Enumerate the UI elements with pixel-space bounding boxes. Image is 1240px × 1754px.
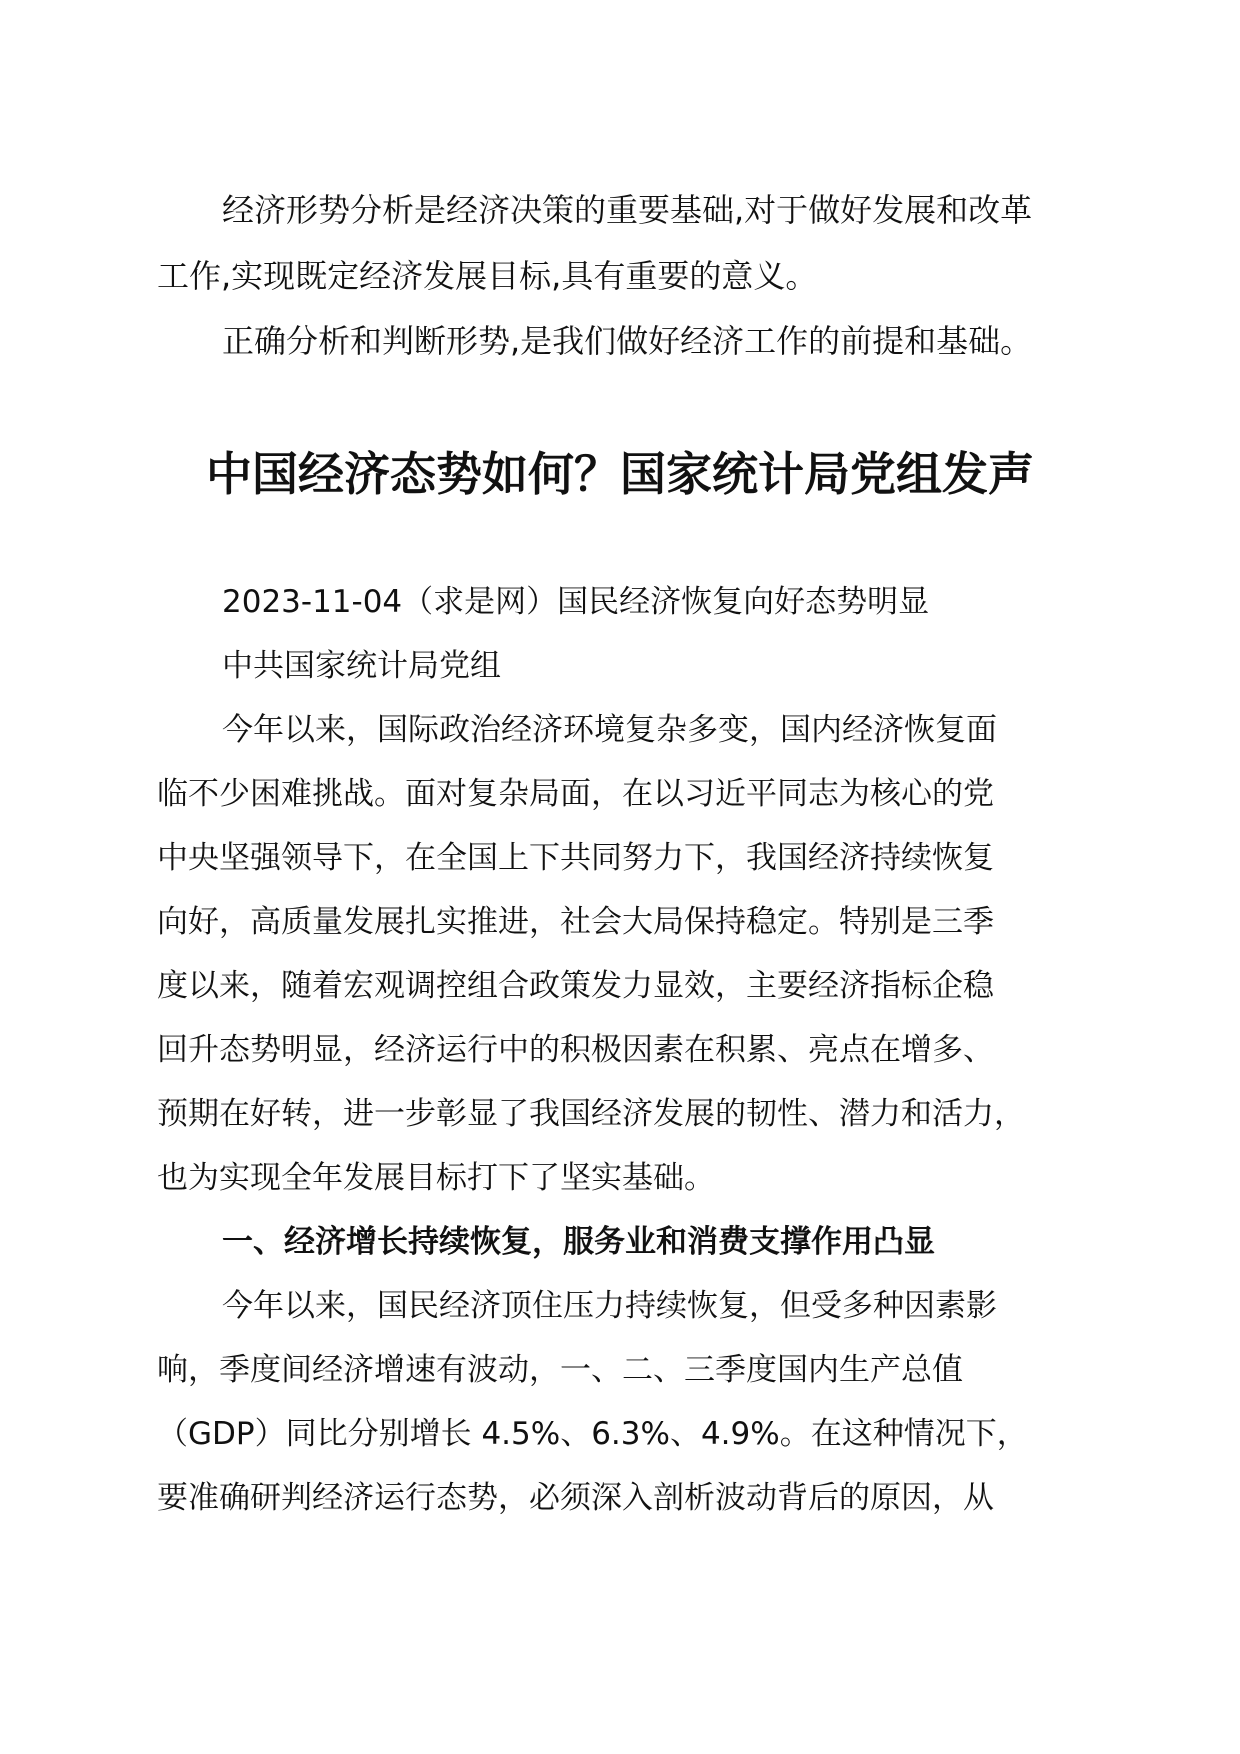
intro-paragraph-2: 正确分析和判断形势,是我们做好经济工作的前提和基础。	[222, 322, 1033, 360]
paragraph-line: 要准确研判经济运行态势，必须深入剖析波动背后的原因，从	[157, 1480, 994, 1516]
paragraph-line: 响，季度间经济增速有波动，一、二、三季度国内生产总值	[157, 1352, 963, 1388]
paragraph-line: 今年以来，国民经济顶住压力持续恢复，但受多种因素影	[222, 1288, 997, 1324]
article-dateline: 2023-11-04（求是网）国民经济恢复向好态势明显	[222, 584, 930, 620]
paragraph-line: 也为实现全年发展目标打下了坚实基础。	[157, 1160, 715, 1196]
paragraph-line: 回升态势明显，经济运行中的积极因素在积累、亮点在增多、	[157, 1032, 994, 1068]
paragraph-line: 中央坚强领导下，在全国上下共同努力下，我国经济持续恢复	[157, 840, 994, 876]
intro-paragraph-1-line-1: 经济形势分析是经济决策的重要基础,对于做好发展和改革	[222, 191, 1033, 229]
intro-paragraph-1-line-2: 工作,实现既定经济发展目标,具有重要的意义。	[157, 257, 818, 295]
paragraph-line: 临不少困难挑战。面对复杂局面，在以习近平同志为核心的党	[157, 776, 994, 812]
paragraph-line: （GDP）同比分别增长 4.5%、6.3%、4.9%。在这种情况下，	[157, 1416, 1028, 1452]
paragraph-line: 向好，高质量发展扎实推进，社会大局保持稳定。特别是三季	[157, 904, 994, 940]
paragraph-line: 预期在好转，进一步彰显了我国经济发展的韧性、潜力和活力，	[157, 1096, 1025, 1132]
article-author: 中共国家统计局党组	[222, 648, 501, 684]
paragraph-line: 度以来，随着宏观调控组合政策发力显效，主要经济指标企稳	[157, 968, 994, 1004]
section-heading: 一、经济增长持续恢复，服务业和消费支撑作用凸显	[222, 1224, 935, 1260]
paragraph-line: 今年以来，国际政治经济环境复杂多变，国内经济恢复面	[222, 712, 997, 748]
article-title: 中国经济态势如何？国家统计局党组发声	[206, 447, 1034, 501]
